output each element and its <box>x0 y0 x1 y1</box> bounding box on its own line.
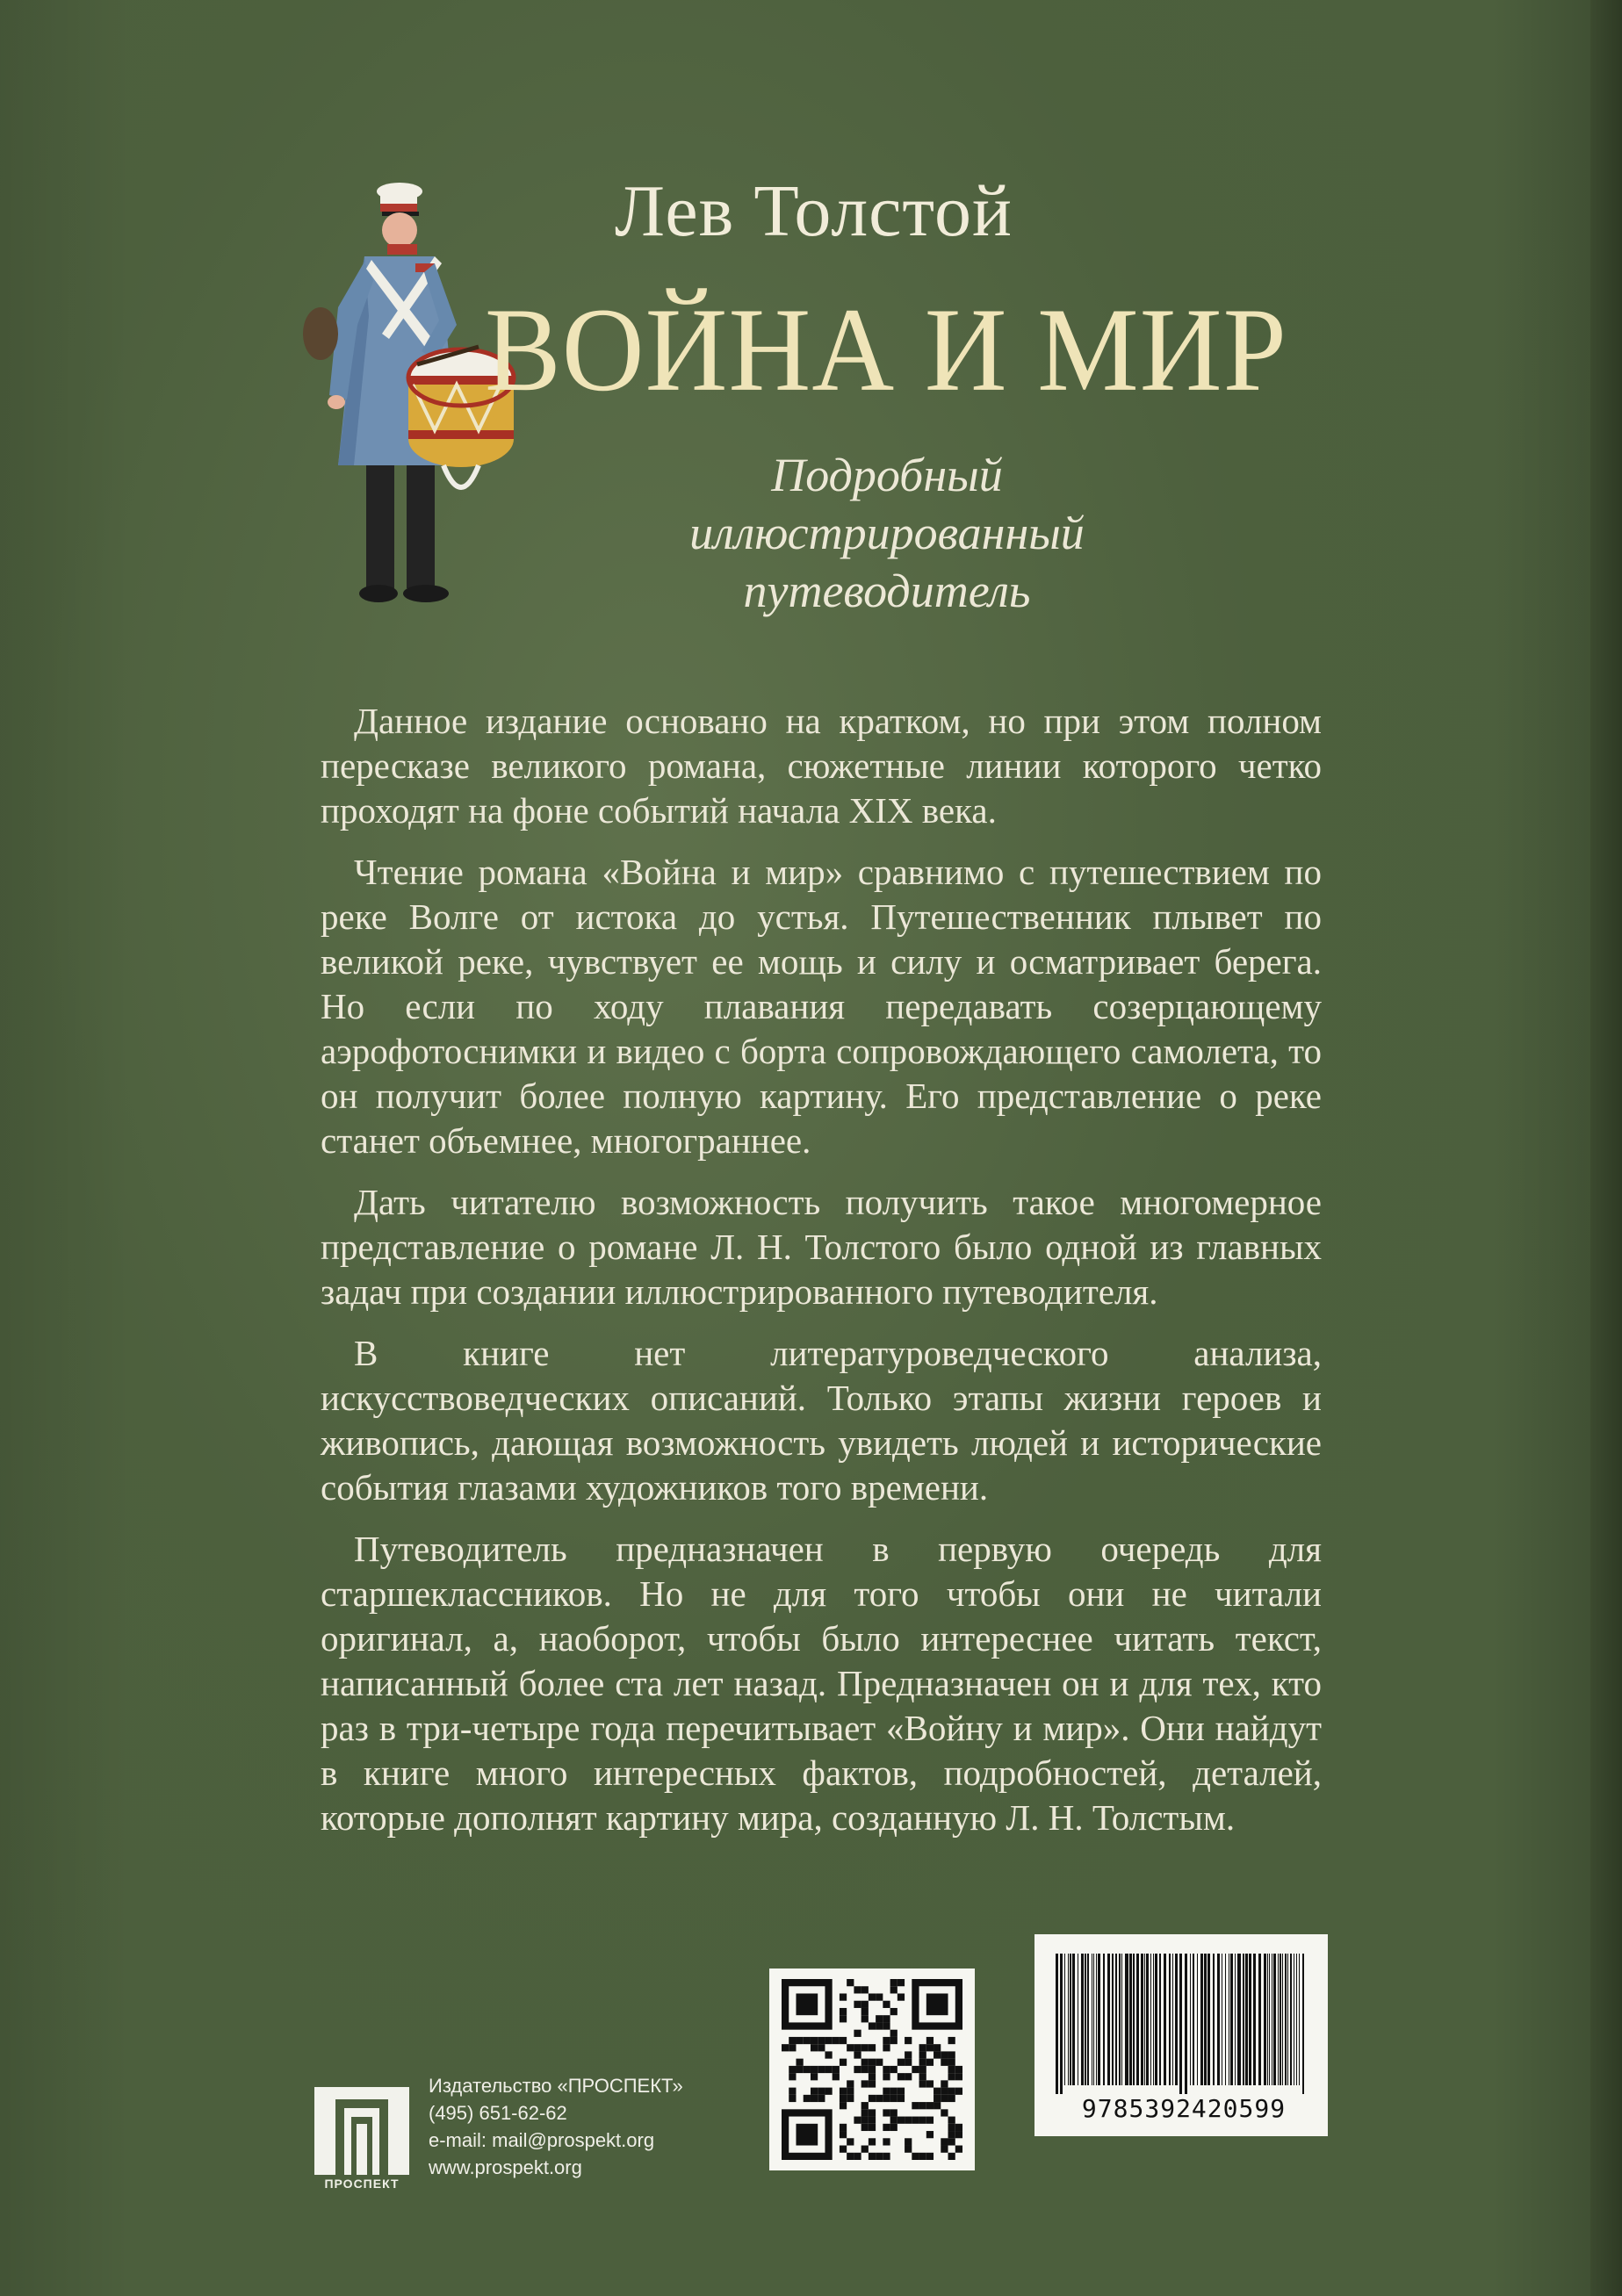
qr-code-icon <box>780 1979 964 2160</box>
subtitle-line: путеводитель <box>743 565 1031 617</box>
barcode-label <box>1034 1934 1328 2136</box>
description-paragraph: В книге нет литературоведческого анализа, искусствоведческих описаний. Только этапы жизни героев и живопись, дающая возможность увидеть людей и исторические события глазами художников того времени. <box>321 1333 1322 1508</box>
book-description <box>321 699 1322 1857</box>
description-paragraph: Путеводитель предназначен в первую очередь для старшеклассников. Но не для того чтобы они не читали оригинал, а, наоборот, чтобы было интереснее читать текст, написанный более ста лет назад. Предназначен он и для тех, кто раз в три-четыре года перечитывает «Войну и мир». Они найдут в книге много интересных фактов, подробностей, деталей, которые дополнят картину мира, созданную Л. Н. Толстым. <box>321 1529 1322 1838</box>
subtitle-line: Подробный <box>771 449 1003 501</box>
description-paragraph: Чтение романа «Война и мир» сравнимо с путешествием по реке Волге от истока до устья. Путешественник плывет по великой реке, чувствует ее мощь и силу и осматривает берега. Но если по ходу плавания передавать созерцающему аэрофотоснимки и видео с борта сопровождающего самолета, то он получит более полную картину. Его представление о реке станет объемнее, многограннее. <box>321 852 1322 1161</box>
barcode-icon <box>1052 1954 1310 2094</box>
subtitle-line: иллюстрированный <box>689 507 1085 559</box>
publisher-info <box>429 2072 683 2181</box>
qr-code <box>769 1969 975 2170</box>
book-subtitle <box>492 446 1282 620</box>
book-author: Лев Толстой <box>615 170 1013 252</box>
publisher-website: www.prospekt.org <box>429 2156 582 2178</box>
cover-spine-edge <box>1590 0 1622 2296</box>
isbn-number: 9785392420599 <box>1081 2094 1287 2123</box>
book-title: ВОЙНА И МИР <box>485 284 1287 417</box>
publisher-email: e-mail: mail@prospekt.org <box>429 2129 655 2151</box>
publisher-name: Издательство «ПРОСПЕКТ» <box>429 2075 683 2097</box>
description-paragraph: Дать читателю возможность получить такое многомерное представление о романе Л. Н. Толстого было одной из главных задач при создании иллюстрированного путеводителя. <box>321 1182 1322 1312</box>
description-paragraph: Данное издание основано на кратком, но при этом полном пересказе великого романа, сюжетные линии которого четко проходят на фоне событий начала XIX века. <box>321 701 1322 831</box>
prospekt-logo-icon <box>314 2087 409 2188</box>
publisher-phone: (495) 651-62-62 <box>429 2102 567 2124</box>
publisher-logo-label: ПРОСПЕКТ <box>324 2177 400 2191</box>
